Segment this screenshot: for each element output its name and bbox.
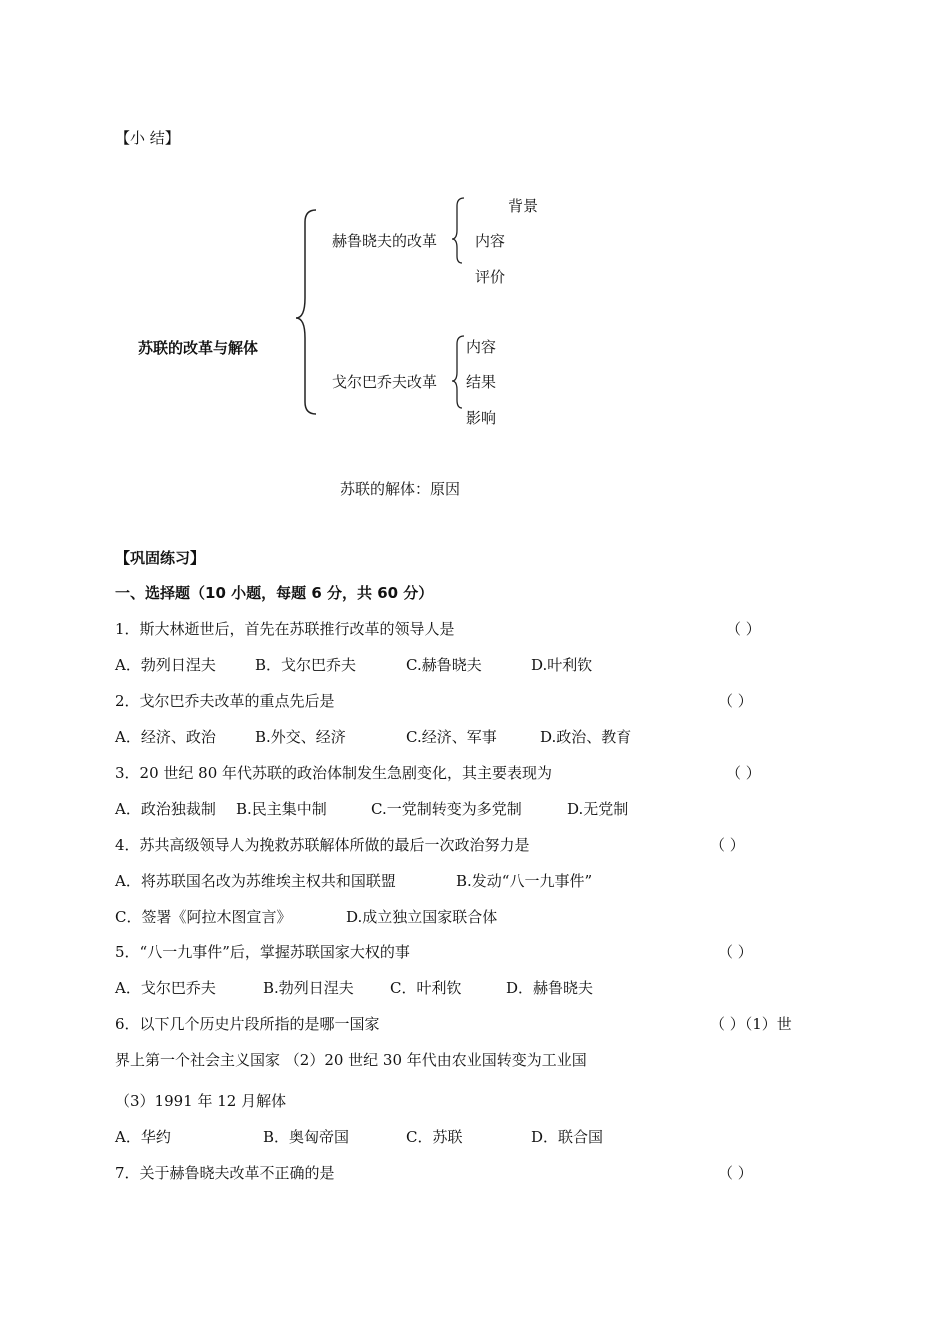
question-2-option-b: B.外交、经济: [255, 728, 346, 746]
outline-khrushchev-item-1: 背景: [508, 197, 539, 215]
question-4-option-c: C．签署《阿拉木图宣言》: [115, 908, 292, 926]
question-6-answer-paren: （ ）（1）世: [710, 1015, 792, 1033]
outline-gorbachev-item-1: 内容: [466, 338, 497, 356]
question-7-answer-paren: （ ）: [718, 1164, 753, 1182]
question-5-option-c: C．叶利钦: [390, 979, 462, 997]
question-2-answer-paren: （ ）: [718, 692, 753, 710]
question-6-option-b: B．奥匈帝国: [263, 1128, 350, 1146]
question-5-stem: 5．“八一九事件”后，掌握苏联国家大权的事: [115, 943, 410, 961]
outline-gorbachev-item-3: 影响: [466, 409, 497, 427]
question-1-option-c: C.赫鲁晓夫: [406, 656, 482, 674]
question-4-option-d: D.成立独立国家联合体: [346, 908, 498, 926]
question-2-option-c: C.经济、军事: [406, 728, 497, 746]
question-3-stem: 3．20 世纪 80 年代苏联的政治体制发生急剧变化，其主要表现为: [115, 764, 553, 782]
outline-dissolution: 苏联的解体：原因: [340, 480, 461, 498]
outline-gorbachev-label: 戈尔巴乔夫改革: [332, 373, 438, 391]
question-6-line-2: 界上第一个社会主义国家 （2）20 世纪 30 年代由农业国转变为工业国: [115, 1051, 587, 1069]
outline-khrushchev-item-3: 评价: [475, 268, 506, 286]
question-1-option-a: A．勃列日涅夫: [115, 656, 216, 674]
question-5-option-d: D．赫鲁晓夫: [506, 979, 594, 997]
question-1-option-d: D.叶利钦: [531, 656, 593, 674]
summary-heading: 【小 结】: [115, 129, 180, 147]
question-3-option-d: D.无党制: [567, 800, 629, 818]
question-6-stem: 6．以下几个历史片段所指的是哪一国家: [115, 1015, 380, 1033]
question-5-answer-paren: （ ）: [718, 943, 753, 961]
question-1-stem: 1．斯大林逝世后，首先在苏联推行改革的领导人是: [115, 620, 455, 638]
question-6-option-d: D．联合国: [531, 1128, 604, 1146]
question-5-option-b: B.勃列日涅夫: [263, 979, 354, 997]
question-1-answer-paren: （ ）: [726, 620, 761, 638]
question-5-option-a: A．戈尔巴乔夫: [115, 979, 216, 997]
question-1-option-b: B．戈尔巴乔夫: [255, 656, 357, 674]
section-title: 一、选择题（10 小题，每题 6 分，共 60 分）: [115, 584, 434, 602]
outline-gorbachev-item-2: 结果: [466, 373, 497, 391]
question-3-option-a: A．政治独裁制: [115, 800, 216, 818]
question-6-option-a: A．华约: [115, 1128, 171, 1146]
question-3-answer-paren: （ ）: [726, 764, 761, 782]
outline-khrushchev-label: 赫鲁晓夫的改革: [332, 232, 438, 250]
outline-khrushchev-item-2: 内容: [475, 232, 506, 250]
question-6-option-c: C．苏联: [406, 1128, 463, 1146]
question-4-option-a: A．将苏联国名改为苏维埃主权共和国联盟: [115, 872, 396, 890]
practice-heading: 【巩固练习】: [115, 549, 206, 567]
outline-root: 苏联的改革与解体: [138, 339, 259, 357]
question-2-stem: 2．戈尔巴乔夫改革的重点先后是: [115, 692, 335, 710]
question-7-stem: 7．关于赫鲁晓夫改革不正确的是: [115, 1164, 335, 1182]
question-4-stem: 4．苏共高级领导人为挽救苏联解体所做的最后一次政治努力是: [115, 836, 530, 854]
question-2-option-a: A．经济、政治: [115, 728, 216, 746]
question-4-answer-paren: （ ）: [710, 836, 745, 854]
question-4-option-b: B.发动“八一九事件”: [456, 872, 593, 890]
question-2-option-d: D.政治、教育: [540, 728, 632, 746]
question-6-line-3: （3）1991 年 12 月解体: [115, 1092, 287, 1110]
question-3-option-c: C.一党制转变为多党制: [371, 800, 522, 818]
question-3-option-b: B.民主集中制: [236, 800, 327, 818]
